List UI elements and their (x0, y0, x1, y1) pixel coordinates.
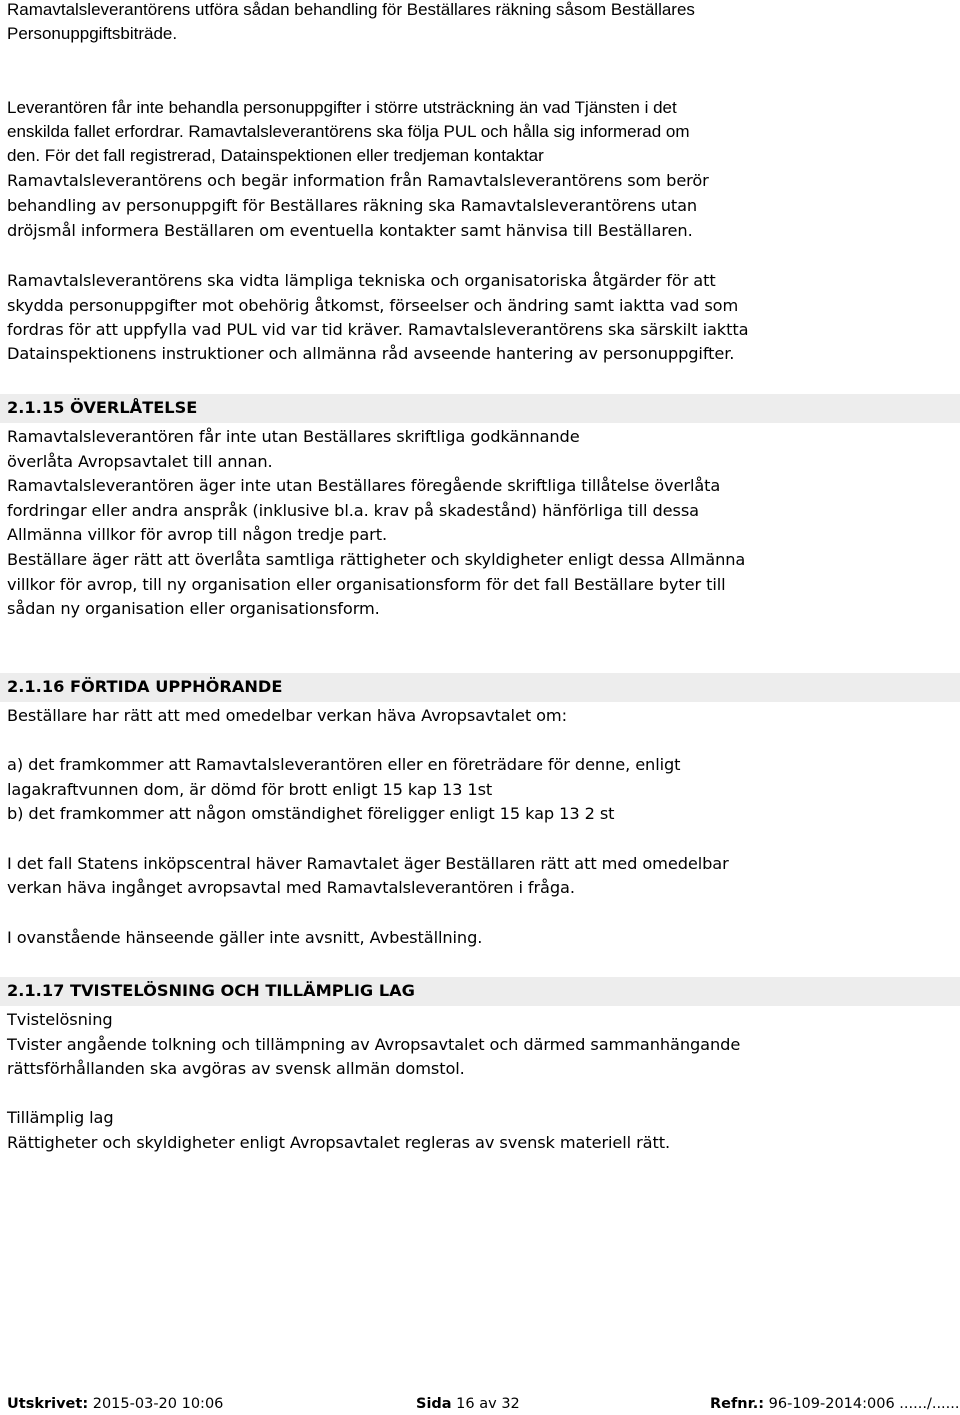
paragraph-line: I det fall Statens inköpscentral häver Ramavtalet äger Beställaren rätt att med omedelbar (7, 854, 729, 873)
footer-printed (7, 1394, 223, 1414)
paragraph-line: Ramavtalsleverantörens och begär information från Ramavtalsleverantörens som berör (7, 171, 709, 190)
footer-page-label: Sida (416, 1396, 452, 1412)
paragraph-line: I ovanstående hänseende gäller inte avsnitt, Avbeställning. (7, 928, 483, 947)
section-heading: 2.1.15 ÖVERLÅTELSE (7, 398, 198, 417)
paragraph-line: sådan ny organisation eller organisationsform. (7, 599, 380, 618)
paragraph-line: Ramavtalsleverantörens ska vidta lämpliga tekniska och organisatoriska åtgärder för att (7, 271, 716, 290)
paragraph-line: Ramavtalsleverantören får inte utan Beställares skriftliga godkännande (7, 427, 580, 446)
paragraph-line: Allmänna villkor för avrop till någon tredje part. (7, 525, 388, 544)
paragraph-line: Beställare har rätt att med omedelbar verkan häva Avropsavtalet om: (7, 706, 567, 725)
subheading: Tvistelösning (7, 1010, 113, 1029)
footer-ref-value: 96-109-2014:006 ....../...... (764, 1396, 960, 1412)
paragraph-line: skydda personuppgifter mot obehörig åtkomst, förseelser och ändring samt iaktta vad som (7, 296, 739, 315)
section-heading: 2.1.16 FÖRTIDA UPPHÖRANDE (7, 677, 283, 696)
list-item: b) det framkommer att någon omständighet föreligger enligt 15 kap 13 2 st (7, 804, 615, 823)
paragraph-line: rättsförhållanden ska avgöras av svensk allmän domstol. (7, 1059, 465, 1078)
paragraph-line: Rättigheter och skyldigheter enligt Avropsavtalet regleras av svensk materiell rätt. (7, 1133, 671, 1152)
paragraph-line: behandling av personuppgift för Beställares räkning ska Ramavtalsleverantörens utan (7, 196, 698, 215)
paragraph-line: fordringar eller andra anspråk (inklusive bl.a. krav på skadestånd) hänförliga till dessa (7, 501, 700, 520)
paragraph-line: Tvister angående tolkning och tillämpning av Avropsavtalet och därmed sammanhängande (7, 1035, 741, 1054)
paragraph-line: dröjsmål informera Beställaren om eventuella kontakter samt hänvisa till Beställaren. (7, 221, 693, 240)
section-heading: 2.1.17 TVISTELÖSNING OCH TILLÄMPLIG LAG (7, 981, 415, 1000)
paragraph-line: den. För det fall registrerad, Datainspektionen eller tredjeman kontaktar (7, 146, 544, 165)
footer-printed-label: Utskrivet: (7, 1396, 89, 1412)
footer-ref-label: Refnr.: (710, 1396, 765, 1412)
subheading: Tillämplig lag (7, 1108, 114, 1127)
paragraph-line: Ramavtalsleverantören äger inte utan Beställares föregående skriftliga tillåtelse överlåta (7, 476, 721, 495)
paragraph-line: Beställare äger rätt att överlåta samtliga rättigheter och skyldigheter enligt dessa Allmänna (7, 550, 746, 569)
footer-page (416, 1394, 520, 1414)
paragraph-line: villkor för avrop, till ny organisation eller organisationsform för det fall Beställare byter till (7, 575, 726, 594)
paragraph-line: fordras för att uppfylla vad PUL vid var tid kräver. Ramavtalsleverantörens ska särskilt iaktta (7, 320, 749, 339)
paragraph-line: verkan häva ingånget avropsavtal med Ramavtalsleverantören i fråga. (7, 878, 575, 897)
footer-page-value: 16 av 32 (451, 1396, 520, 1412)
list-item: a) det framkommer att Ramavtalsleverantören eller en företrädare för denne, enligt (7, 755, 681, 774)
paragraph-line: Ramavtalsleverantörens utföra sådan behandling för Beställares räkning såsom Beställares (7, 0, 695, 19)
paragraph-line: enskilda fallet erfordrar. Ramavtalsleverantörens ska följa PUL och hålla sig informerad om (7, 122, 690, 141)
footer-printed-value: 2015-03-20 10:06 (88, 1396, 224, 1412)
paragraph-line: överlåta Avropsavtalet till annan. (7, 452, 273, 471)
paragraph-line: Leverantören får inte behandla personuppgifter i större utsträckning än vad Tjänsten i det (7, 98, 677, 117)
footer-ref (710, 1394, 960, 1414)
paragraph-line: Datainspektionens instruktioner och allmänna råd avseende hantering av personuppgifter. (7, 344, 735, 363)
list-item: lagakraftvunnen dom, är dömd för brott enligt 15 kap 13 1st (7, 780, 493, 799)
paragraph-line: Personuppgiftsbiträde. (7, 24, 178, 43)
